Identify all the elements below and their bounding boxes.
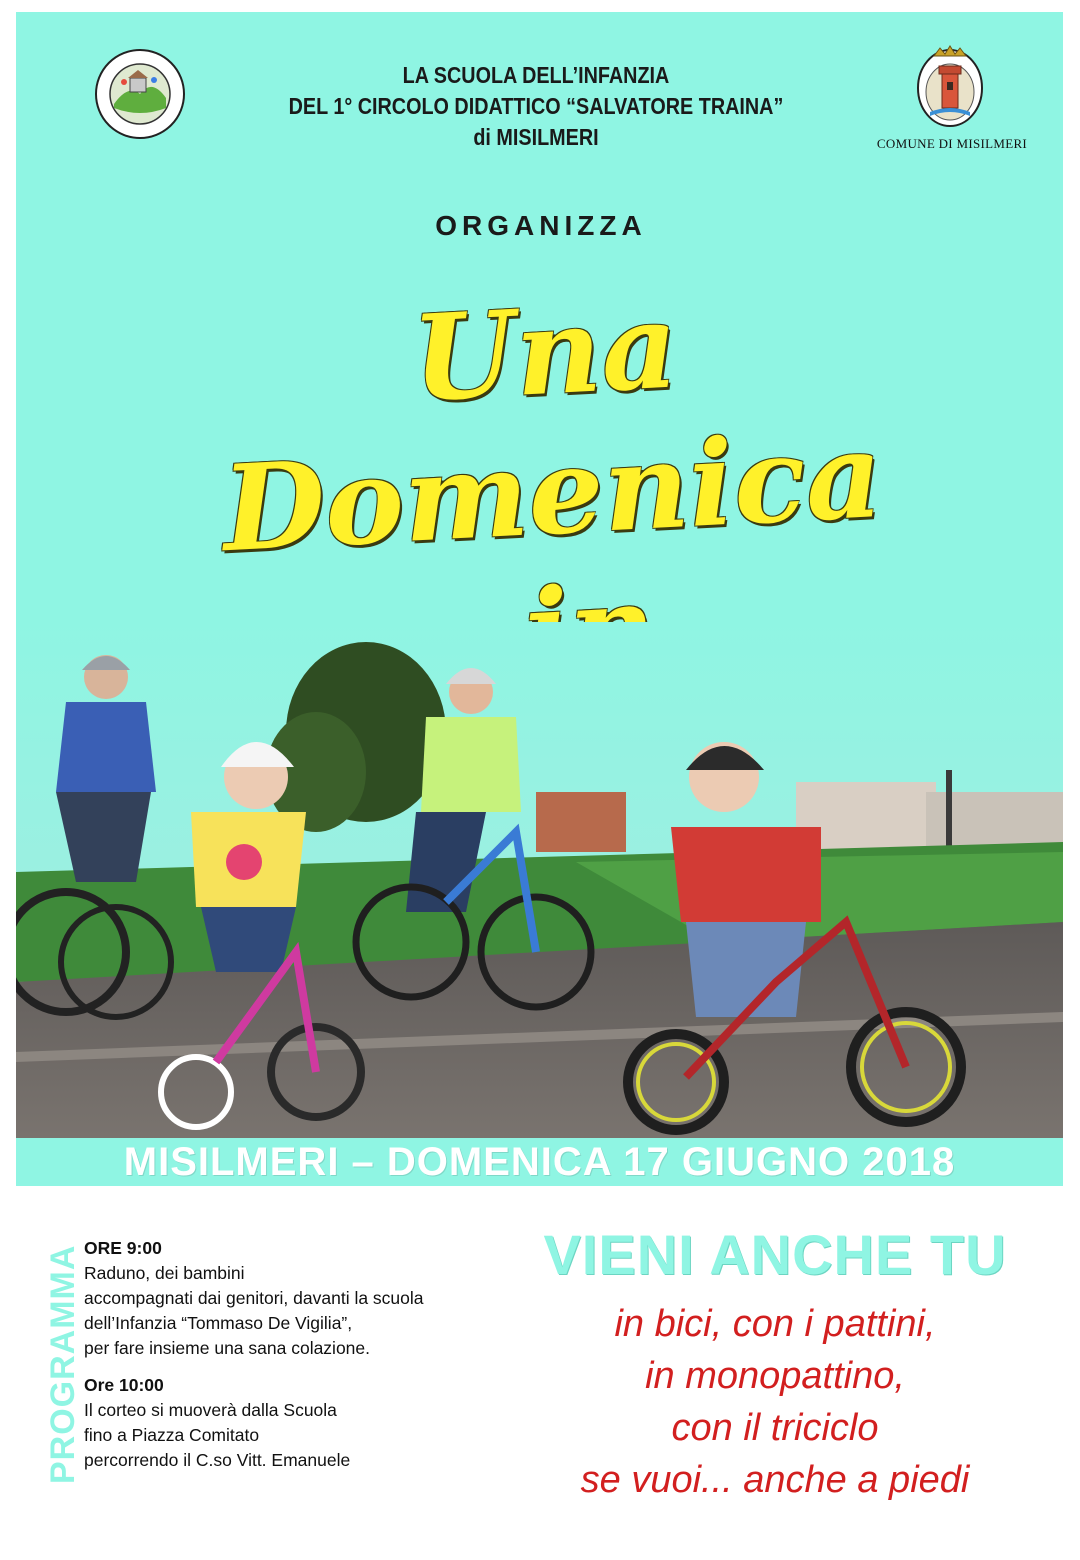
town-caption: COMUNE DI MISILMERI (876, 136, 1028, 151)
program-item-line: percorrendo il C.so Vitt. Emanuele (84, 1450, 351, 1470)
invite-heading: VIENI ANCHE TU (543, 1223, 1007, 1286)
poster-header-area (16, 12, 1063, 1186)
program-side-label: PROGRAMMA (44, 1244, 82, 1484)
header-line-1: LA SCUOLA DELL’INFANZIA (402, 62, 670, 88)
event-title-line-1: Una Domenica (219, 275, 886, 579)
organizer-header (244, 60, 829, 153)
school-logo-icon (94, 48, 186, 140)
program-item-line: accompagnati dai genitori, davanti la scuola (84, 1288, 424, 1308)
invite-line: se vuoi... anche a piedi (580, 1459, 970, 1501)
program-item-time: ORE 9:00 (84, 1238, 162, 1258)
program-schedule (84, 1236, 504, 1473)
program-item (84, 1373, 504, 1473)
invite-line: con il triciclo (671, 1407, 879, 1449)
invite-line: in bici, con i pattini, (614, 1303, 936, 1345)
header-line-3: di MISILMERI (473, 124, 599, 150)
invite-lines (520, 1298, 1030, 1506)
event-date-band (16, 1138, 1063, 1186)
program-item-line: per fare insieme una sana colazione. (84, 1338, 371, 1358)
program-item-line: Il corteo si muoverà dalla Scuola (84, 1400, 337, 1420)
program-item-line: dell’Infanzia “Tommaso De Vigilia”, (84, 1313, 353, 1333)
invite-line: in monopattino, (645, 1355, 905, 1397)
program-item (84, 1236, 504, 1361)
program-item-line: Raduno, dei bambini (84, 1263, 245, 1283)
program-item-line: fino a Piazza Comitato (84, 1425, 260, 1445)
family-cycling-photo (16, 622, 1063, 1152)
header-line-2: DEL 1° CIRCOLO DIDATTICO “SALVATORE TRAINA” (288, 93, 784, 119)
event-date-text: MISILMERI – DOMENICA 17 GIUGNO 2018 (123, 1140, 956, 1184)
program-item-time: Ore 10:00 (84, 1375, 164, 1395)
organizza-label: ORGANIZZA (435, 210, 647, 241)
town-crest-icon (914, 42, 986, 128)
